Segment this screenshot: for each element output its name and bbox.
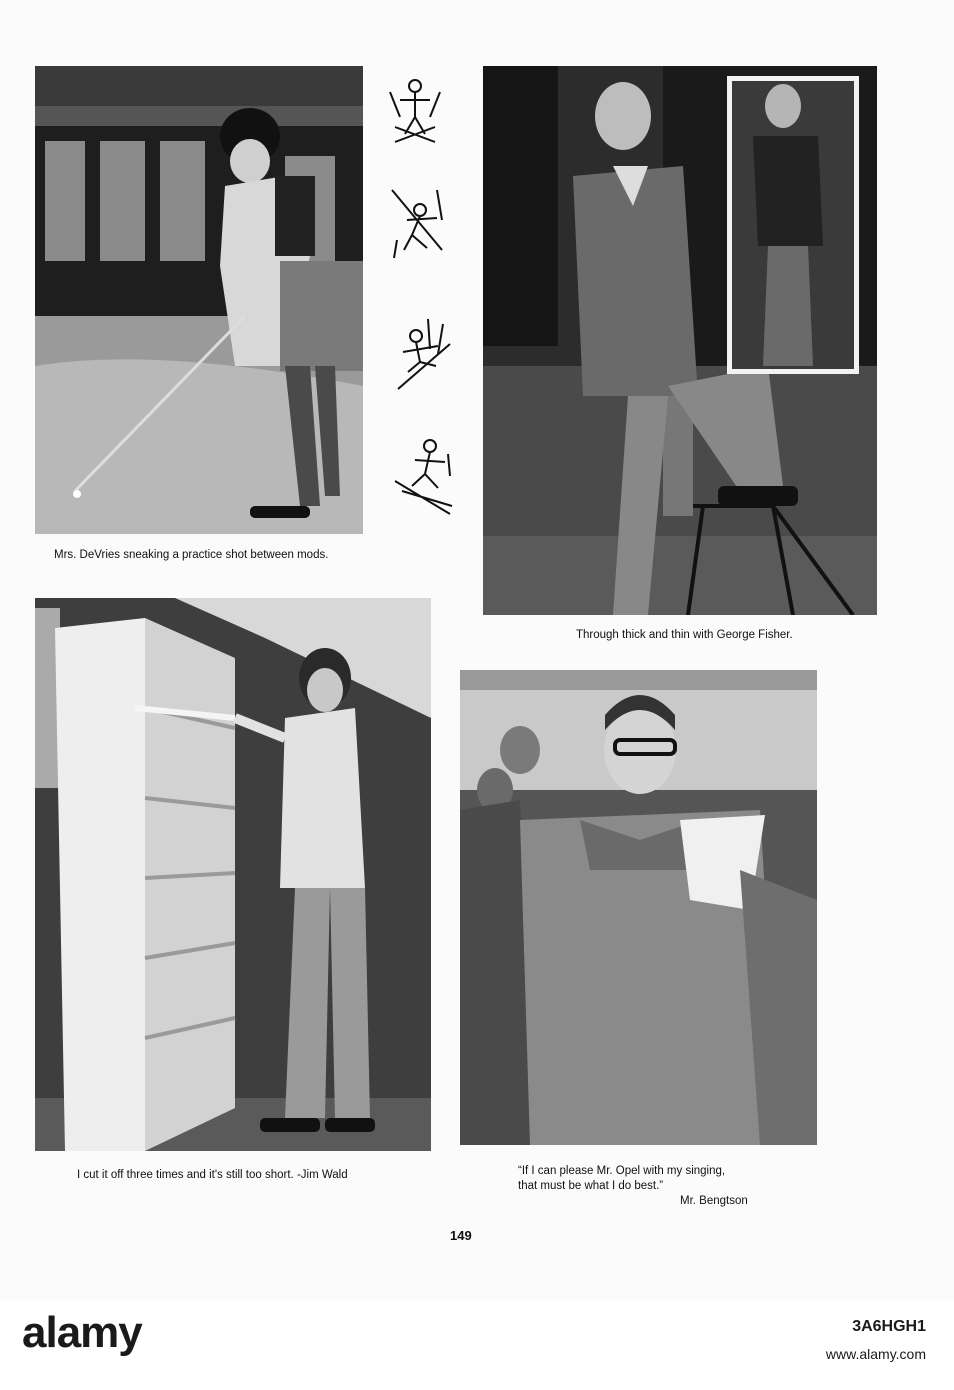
- site-url[interactable]: www.alamy.com: [825, 1346, 926, 1362]
- singing-quote-line-2: that must be what I do best.”: [518, 1180, 664, 1192]
- singing-quote-line-1: “If I can please Mr. Opel with my singing,: [518, 1165, 726, 1177]
- golf-caption: Mrs. DeVries sneaking a practice shot between mods.: [54, 549, 329, 561]
- fisher-caption: Through thick and thin with George Fisher.: [576, 629, 793, 641]
- skier-sketch-icon: [388, 314, 458, 394]
- brand-logo: alamy: [22, 1308, 142, 1357]
- skier-sketch-icon: [382, 180, 452, 260]
- choir-photo: [460, 670, 817, 1145]
- golf-photo: [35, 66, 363, 534]
- fisher-photo: [483, 66, 877, 615]
- skier-sketch-icon: [380, 72, 450, 152]
- shelf-photo: [35, 598, 431, 1151]
- image-id: 3A6HGH1: [852, 1318, 926, 1335]
- shelf-caption: I cut it off three times and it's still too short. -Jim Wald: [77, 1169, 348, 1181]
- singing-attribution: Mr. Bengtson: [680, 1195, 748, 1207]
- watermark-footer: [0, 1300, 954, 1390]
- skier-sketch-icon: [390, 436, 460, 516]
- page-number: 149: [450, 1228, 472, 1243]
